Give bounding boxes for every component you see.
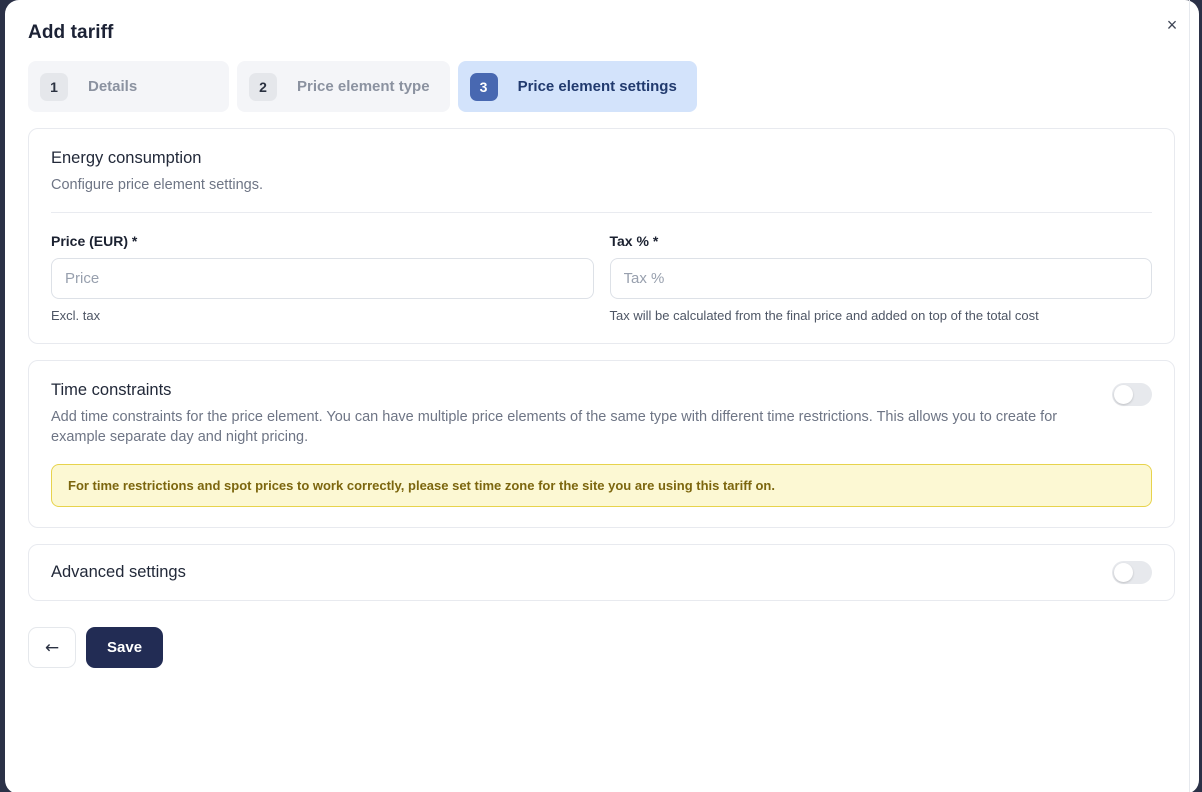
timezone-warning-banner: For time restrictions and spot prices to work correctly, please set time zone for the site you are using this tariff on.	[51, 464, 1152, 507]
time-constraints-header	[51, 381, 1152, 447]
back-button[interactable]	[28, 627, 76, 668]
tab-price-element-settings[interactable]	[458, 61, 697, 112]
time-constraints-text	[51, 381, 1096, 447]
tab-details[interactable]	[28, 61, 229, 112]
tax-field-label: Tax % *	[609, 233, 659, 249]
divider	[51, 212, 1152, 213]
add-tariff-modal	[5, 0, 1199, 792]
page-title: Add tariff	[28, 22, 114, 43]
advanced-settings-card	[28, 544, 1175, 601]
footer-actions	[28, 627, 1175, 668]
save-button[interactable]: Save	[86, 627, 163, 668]
advanced-settings-title: Advanced settings	[51, 563, 186, 581]
advanced-settings-text	[51, 563, 1096, 582]
price-field-label: Price (EUR) *	[51, 233, 138, 249]
advanced-settings-header	[51, 561, 1152, 584]
time-constraints-description: Add time constraints for the price element. You can have multiple price elements of the same type with different time restrictions. This allows you to create for example separate day and night pricing.	[51, 409, 1058, 445]
price-tax-field-row	[51, 233, 1152, 323]
step-number-badge: 2	[249, 73, 277, 101]
tab-price-element-type[interactable]	[237, 61, 450, 112]
toggle-knob	[1114, 385, 1133, 404]
price-input[interactable]	[51, 258, 594, 299]
tax-field-group	[610, 233, 1153, 323]
back-arrow-icon: ←	[44, 637, 60, 658]
price-field-helper: Excl. tax	[51, 308, 101, 323]
step-number-badge: 1	[40, 73, 68, 101]
step-label: Price element settings	[517, 78, 677, 95]
advanced-settings-toggle[interactable]	[1112, 561, 1152, 584]
time-constraints-toggle[interactable]	[1112, 383, 1152, 406]
tax-input[interactable]	[610, 258, 1153, 299]
energy-consumption-card	[28, 128, 1175, 344]
step-number-badge: 3	[470, 73, 498, 101]
step-tabs	[28, 61, 1175, 112]
scrollbar-track[interactable]	[1189, 0, 1190, 792]
price-field-group	[51, 233, 594, 323]
tax-field-helper: Tax will be calculated from the final price and added on top of the total cost	[609, 308, 1039, 323]
close-icon[interactable]: ×	[1159, 12, 1185, 38]
time-constraints-card	[28, 360, 1175, 528]
time-constraints-title: Time constraints	[51, 381, 172, 399]
step-label: Price element type	[297, 78, 430, 95]
step-label: Details	[88, 78, 138, 95]
energy-consumption-description: Configure price element settings.	[51, 177, 263, 193]
toggle-knob	[1114, 563, 1133, 582]
energy-consumption-title: Energy consumption	[51, 149, 202, 167]
